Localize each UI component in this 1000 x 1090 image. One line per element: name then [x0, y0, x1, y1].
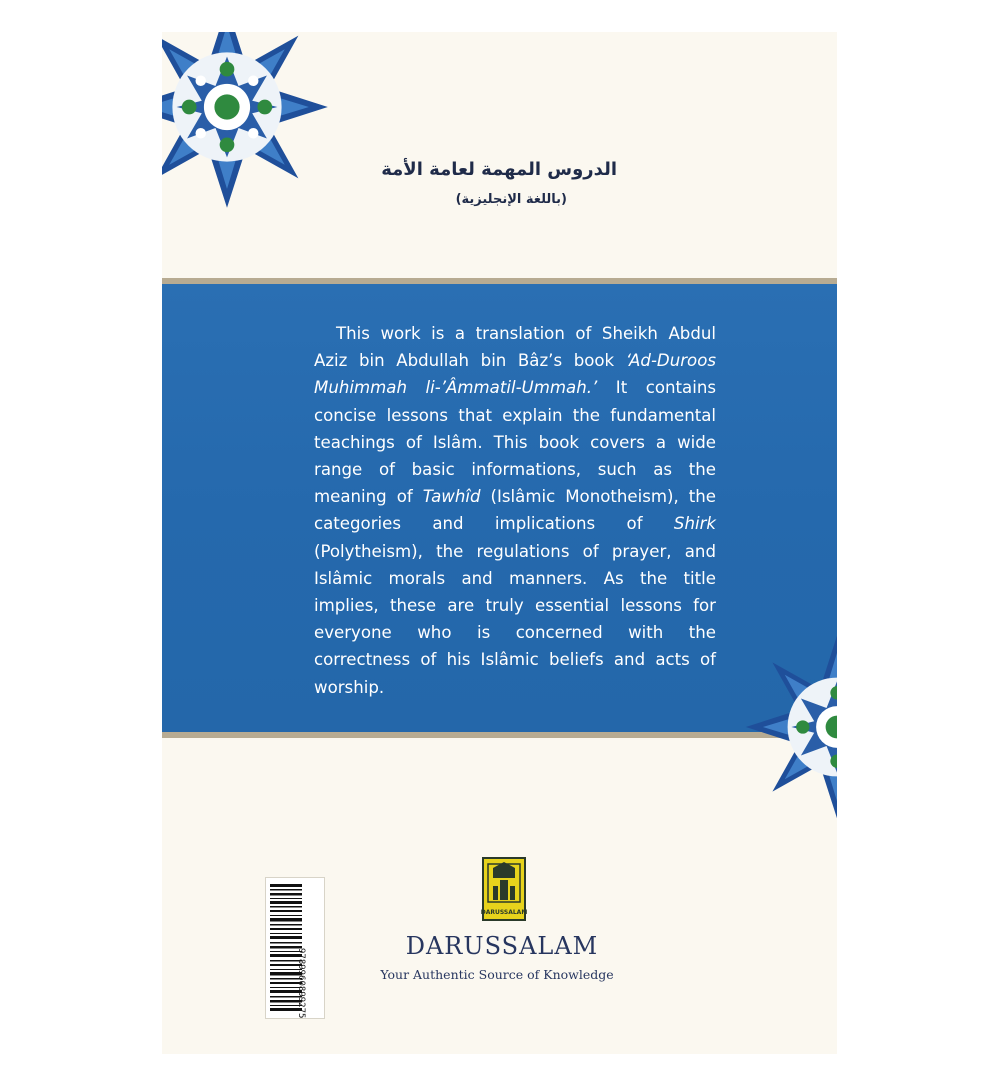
arabesque-ornament-right	[742, 632, 837, 822]
description-text-2: It contains concise lessons that explain the fundamental teachings of Islâm. This book covers a wide range of basic informations, such as the meaning of	[314, 378, 716, 507]
arabic-title: الدروس المهمة لعامة الأمة	[381, 159, 617, 180]
book-description	[314, 320, 716, 701]
publisher-tagline: Your Authentic Source of Knowledge	[380, 967, 614, 982]
description-text-4: (Polytheism), the regulations of prayer, and Islâmic morals and manners. As the title implies, these are truly essential lessons for everyone who is concerned with the correctness of his Islâmic beliefs and acts of worship.	[314, 541, 716, 697]
arabesque-ornament-top-left	[162, 32, 332, 212]
isbn-barcode	[265, 877, 325, 1019]
term-shirk: Shirk	[673, 514, 716, 534]
darussalam-logo-icon	[481, 856, 527, 922]
book-back-cover	[162, 32, 837, 1054]
description-text-3: (Islâmic Monotheism), the categories and implications of	[314, 487, 717, 534]
term-tawhid: Tawhîd	[422, 487, 481, 507]
description-text-1: This work is a translation of Sheikh Abdul Aziz bin Abdullah bin Bâz’s book	[314, 324, 716, 371]
publisher-name: DARUSSALAM	[405, 932, 599, 960]
isbn-number: 9789960899275	[296, 948, 306, 1019]
logo-wordmark: DARUSSALAM	[481, 909, 527, 916]
book-original-title: ‘Ad-Duroos Muhimmah li-’Âmmatil-Ummah.’	[314, 351, 716, 398]
band-bottom-divider	[162, 732, 837, 738]
arabic-subtitle: (باللغة الإنجليزية)	[455, 192, 567, 207]
description-paragraph	[314, 320, 716, 701]
